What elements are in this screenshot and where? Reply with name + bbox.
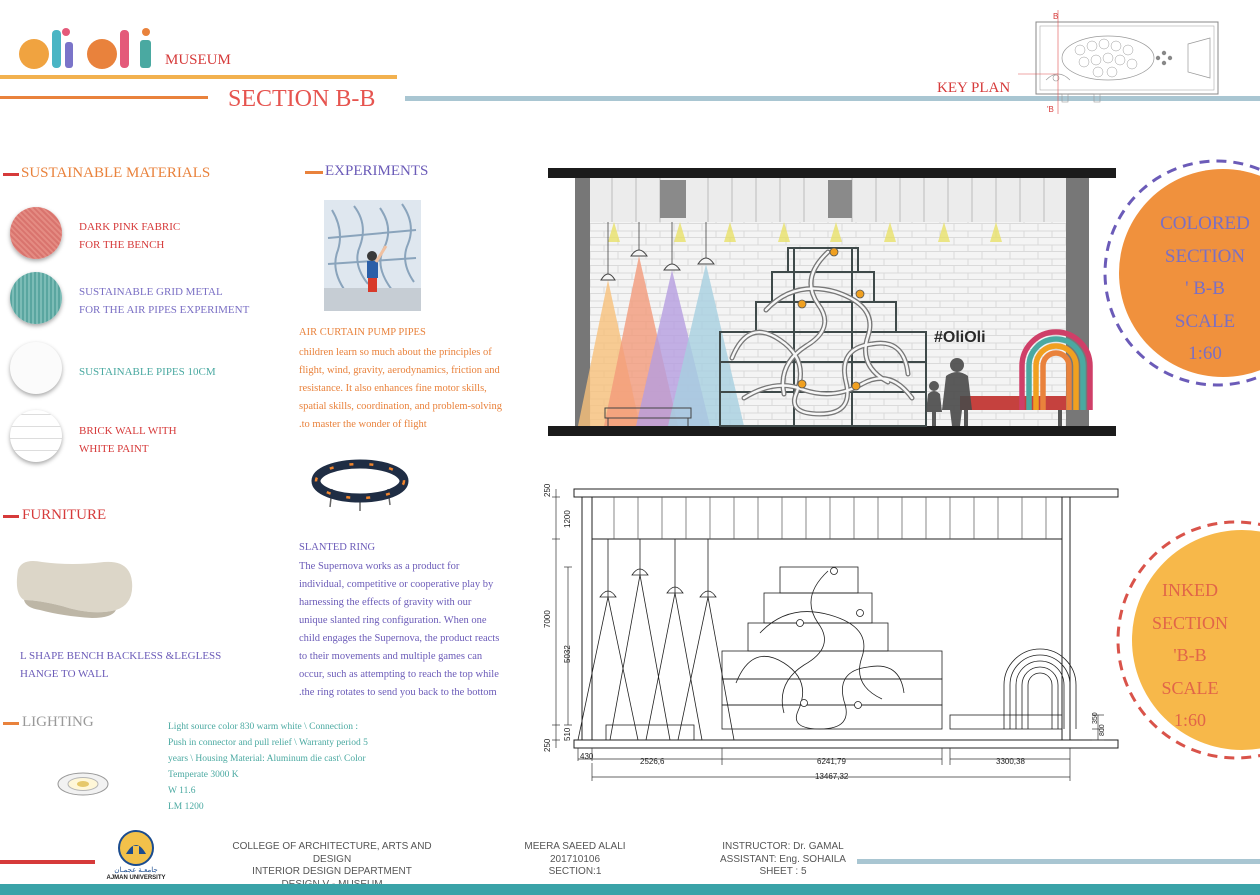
material-item-2-line2: FOR THE AIR PIPES EXPERIMENT [79, 304, 250, 316]
brick-wall-swatch [10, 410, 62, 462]
furniture-heading: FURNITURE [22, 507, 107, 523]
section-title: SECTION B-B [228, 86, 376, 112]
air-pump-line: resistance. It also enhances fine motor skills, [299, 383, 487, 394]
air-pump-line: flight, wind, gravity, aerodynamics, friction and [299, 365, 500, 376]
air-pipes-photo [324, 200, 421, 311]
key-plan-drawing [1018, 10, 1230, 118]
inked-section-drawing [538, 485, 1122, 785]
college-line: INTERIOR DESIGN DEPARTMENT [252, 866, 412, 877]
material-item-2 [79, 283, 249, 319]
badge-line: COLORED [1160, 213, 1250, 234]
material-item-4-line2: WHITE PAINT [79, 443, 149, 455]
footer-rule-red [0, 860, 95, 864]
materials-heading: SUSTAINABLE MATERIALS [21, 165, 211, 181]
instructor-info [713, 841, 853, 879]
badge-line: ' B-B [1185, 278, 1225, 299]
badge-line: SCALE [1161, 677, 1219, 698]
badge-line: SECTION [1164, 245, 1246, 267]
oli-oli-hashtag: #OliOli [934, 329, 986, 346]
footer-rule-blue [857, 859, 1260, 864]
furniture-caption-line2: HANGE TO WALL [20, 668, 109, 680]
dim-6241: 6241,79 [817, 757, 846, 766]
footer-bar [0, 884, 1260, 895]
header-rule-orange [0, 96, 208, 99]
pink-fabric-swatch [10, 207, 62, 259]
dim-2526: 2526,6 [640, 757, 665, 766]
museum-label: MUSEUM [165, 52, 231, 68]
air-pump-line: .to master the wonder of flight [299, 419, 427, 430]
dim-350: 350 [1092, 712, 1099, 724]
material-item-4 [79, 422, 177, 458]
slanted-ring-description [299, 558, 499, 702]
experiments-heading: EXPERIMENTS [325, 163, 429, 179]
material-item-3: SUSTAINABLE PIPES 10CM [79, 366, 216, 378]
lighting-heading-mark [3, 722, 19, 725]
slanted-ring-line: unique slanted ring configuration. When one [299, 615, 487, 626]
key-plan-marker-top: B [1053, 12, 1059, 21]
badge-line: INKED [1162, 580, 1218, 600]
dim-430: 430 [580, 752, 594, 761]
instructor-line: INSTRUCTOR: Dr. GAMAL [722, 841, 844, 852]
lighting-spec-line: Light source color 830 warm white \ Connection : [168, 722, 358, 732]
badge-line: SCALE [1174, 310, 1236, 332]
student-info [515, 841, 635, 879]
student-line: MEERA SAEED ALALI [524, 841, 626, 852]
college-line: COLLEGE OF ARCHITECTURE, ARTS AND DESIGN [232, 841, 432, 865]
badge-line: 1:60 [1188, 343, 1222, 364]
air-pump-line: spatial skills, coordination, and problem-solving [299, 401, 502, 412]
student-line: SECTION:1 [548, 866, 602, 877]
key-plan-marker-bottom: 'B [1047, 105, 1054, 114]
downlight-image [55, 770, 111, 798]
colored-section-drawing [548, 168, 1116, 436]
instructor-line: SHEET : 5 [759, 866, 807, 877]
material-item-1-line1: DARK PINK FABRIC [79, 221, 181, 233]
university-arabic: جامعـة عجمـان [114, 867, 158, 874]
slanted-ring-line: .the ring rotates to send you back to the bottom [299, 687, 497, 698]
lighting-spec-line: LM 1200 [168, 802, 204, 812]
slanted-ring-line: occur, such as attempting to reach the top while [299, 669, 499, 680]
dim-bottom-250: 250 [543, 738, 552, 752]
slanted-ring-line: harnessing the effects of gravity with our [299, 597, 472, 608]
dim-800: 800 [1099, 724, 1106, 736]
slanted-ring-line: to their movements and multiple games can [299, 651, 483, 662]
dim-1200: 1200 [563, 510, 572, 528]
university-name: AJMAN UNIVERSITY [106, 875, 166, 881]
dim-7000: 7000 [543, 610, 552, 628]
slanted-ring-title: SLANTED RING [299, 542, 376, 553]
lighting-spec-line: Push in connector and pull relief \ Warranty period 5 [168, 738, 368, 748]
bench-image [12, 556, 136, 622]
grid-metal-swatch [10, 272, 62, 324]
lighting-heading: LIGHTING [22, 714, 94, 730]
pipes-swatch [10, 342, 62, 394]
slanted-ring-line: child engages the Supernova, the product reacts [299, 633, 500, 644]
lighting-spec-line: Temperate 3000 K [168, 770, 239, 780]
lighting-specs [168, 719, 368, 815]
colored-section-badge-text [1150, 208, 1260, 371]
oli-oli-logo [14, 20, 159, 72]
badge-line: 1:60 [1173, 710, 1206, 730]
air-pump-title: AIR CURTAIN PUMP PIPES [299, 327, 426, 338]
experiments-heading-mark [305, 171, 323, 174]
dim-top-250: 250 [543, 483, 552, 497]
material-item-1 [79, 218, 180, 254]
air-pump-line: children learn so much about the principles of [299, 347, 492, 358]
slanted-ring-image [310, 455, 410, 515]
material-item-2-line1: SUSTAINABLE GRID METAL [79, 286, 223, 298]
material-item-4-line1: BRICK WALL WITH [79, 425, 177, 437]
inked-section-badge-text [1140, 574, 1240, 737]
key-plan-label: KEY PLAN [937, 80, 1011, 96]
dim-13467: 13467,32 [815, 772, 849, 781]
dim-5032: 5032 [563, 645, 572, 663]
ajman-university-logo [118, 830, 154, 866]
furniture-caption [20, 647, 221, 683]
slanted-ring-line: The Supernova works as a product for [299, 561, 460, 572]
lighting-spec-line: years \ Housing Material: Aluminum die cast\ Color [168, 754, 366, 764]
badge-line: 'B-B [1173, 645, 1207, 665]
badge-line: SECTION [1152, 612, 1228, 633]
student-line: 201710106 [549, 853, 601, 865]
slanted-ring-line: individual, competitive or cooperative play by [299, 579, 494, 590]
materials-heading-mark [3, 173, 19, 176]
furniture-heading-mark [3, 515, 19, 518]
dim-510: 510 [563, 727, 572, 741]
material-item-1-line2: FOR THE BENCH [79, 239, 165, 251]
air-pump-description [299, 344, 502, 434]
dim-3300: 3300,38 [996, 757, 1025, 766]
header-rule-yellow [0, 75, 397, 79]
lighting-spec-line: W 11.6 [168, 786, 196, 796]
instructor-line: ASSISTANT: Eng. SOHAILA [720, 853, 846, 865]
furniture-caption-line1: L SHAPE BENCH BACKLESS &LEGLESS [20, 650, 222, 662]
